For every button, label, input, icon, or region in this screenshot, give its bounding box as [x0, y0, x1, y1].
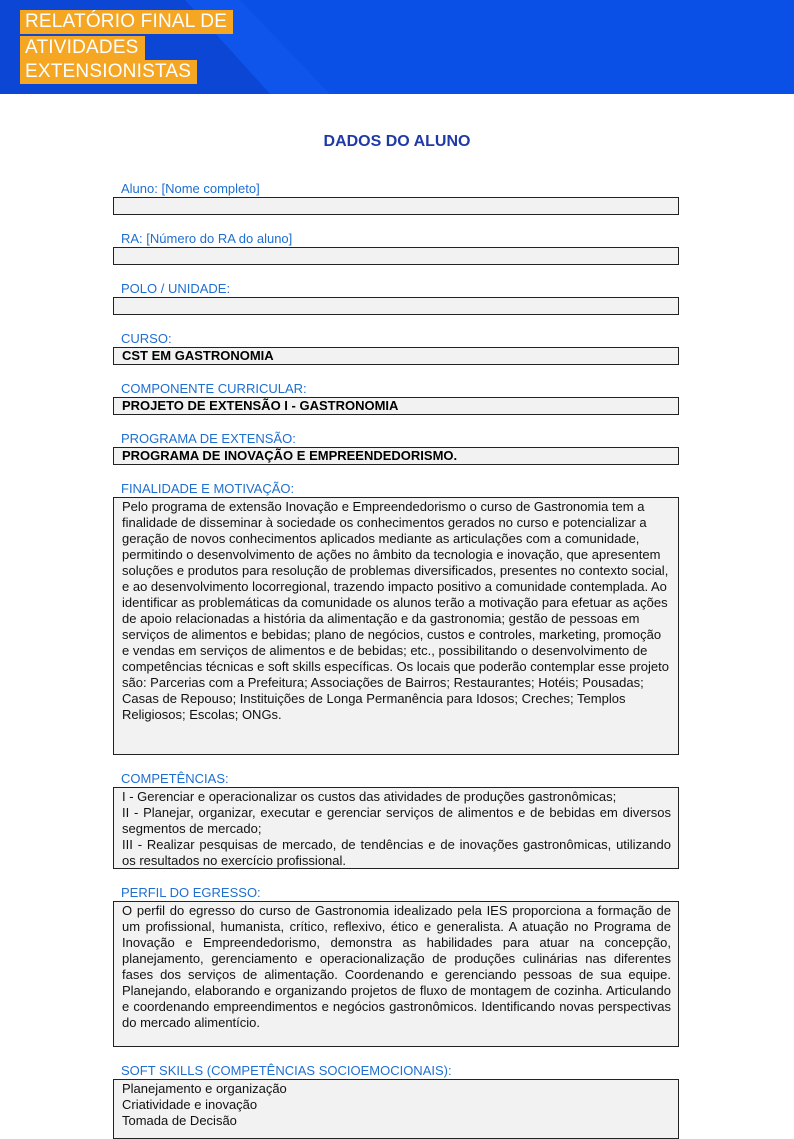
- curso-value: CST EM GASTRONOMIA: [122, 348, 274, 363]
- competencia-item: II - Planejar, organizar, executar e gerenciar serviços de alimentos e de bebidas em diversos segmentos de mercado;: [122, 805, 671, 836]
- soft-skill-item: Criatividade e inovação: [122, 1097, 258, 1112]
- report-title-line-1: RELATÓRIO FINAL DE: [20, 10, 233, 34]
- perfil-text: O perfil do egresso do curso de Gastronomia idealizado pela IES proporciona a formação de um profissional, humanista, crítico, reflexivo, ético e generalista. A atuação no Programa de Inovação e Empreendedorismo, demonstra as habilidades para atuar na concepção, planejamento, gerenciamento e operacionalização de produções culinárias nas diferentes fases dos serviços de alimentação. Coordenando e gerenciando pessoas de sua equipe. Planejando, elaborando e organizando projetos de fluxo de montagem de cozinha. Articulando e coordenando empreendimentos e negócios gastronômicos. Identificando novas perspectivas do mercado alimentício.: [122, 903, 671, 1030]
- section-title: DADOS DO ALUNO: [323, 133, 471, 150]
- programa-label: PROGRAMA DE EXTENSÃO:: [121, 431, 296, 446]
- perfil-field[interactable]: [113, 901, 679, 1047]
- componente-label: COMPONENTE CURRICULAR:: [121, 381, 307, 396]
- curso-label: CURSO:: [121, 331, 172, 346]
- report-title-line-2: ATIVIDADES: [20, 36, 145, 60]
- ra-field[interactable]: [113, 247, 679, 265]
- competencias-field[interactable]: [113, 787, 679, 869]
- polo-field[interactable]: [113, 297, 679, 315]
- perfil-label: PERFIL DO EGRESSO:: [121, 885, 261, 900]
- aluno-field[interactable]: [113, 197, 679, 215]
- soft-skill-item: Planejamento e organização: [122, 1081, 287, 1096]
- finalidade-field[interactable]: [113, 497, 679, 755]
- finalidade-text: Pelo programa de extensão Inovação e Empreendedorismo o curso de Gastronomia tem a finalidade de disseminar à sociedade os conhecimentos gerados no curso e potencializar a geração de novos conhecimentos aplicados mediante as articulações com a comunidade, permitindo o desenvolvimento de ações no âmbito da tecnologia e inovação, que apresentem soluções e produtos para resolução de problemas diversificados, presentes no contexto social, e ao desenvolvimento locorregional, trazendo impacto positivo a comunidade contemplada. Ao identificar as problemáticas da comunidade os alunos terão a motivação para efetuar as ações de apoio relacionadas a história da alimentação e da gastronomia; gestão de pessoas em serviços de alimentos e bebidas; plano de negócios, custos e controles, marketing, promoção e vendas em serviços de alimentos e de bebidas; etc., possibilitando o desenvolvimento de competências técnicas e soft skills específicas. Os locais que poderão contemplar esse projeto são: Parcerias com a Prefeitura; Associações de Bairros; Restaurantes; Hotéis; Pousadas; Casas de Repouso; Instituições de Longa Permanência para Idosos; Creches; Templos Religiosos; Escolas; ONGs.: [122, 499, 669, 722]
- programa-value: PROGRAMA DE INOVAÇÃO E EMPREENDEDORISMO.: [122, 448, 458, 463]
- componente-value: PROJETO DE EXTENSÃO I - GASTRONOMIA: [122, 398, 399, 413]
- soft-skills-label: SOFT SKILLS (COMPETÊNCIAS SOCIOEMOCIONAIS):: [121, 1063, 452, 1078]
- curso-field[interactable]: [113, 347, 679, 365]
- ra-label: RA: [Número do RA do aluno]: [121, 231, 293, 246]
- competencias-label: COMPETÊNCIAS:: [121, 771, 229, 786]
- competencias-list: [114, 788, 678, 871]
- soft-skill-item: Tomada de Decisão: [122, 1113, 237, 1128]
- programa-field[interactable]: [113, 447, 679, 465]
- finalidade-label: FINALIDADE E MOTIVAÇÃO:: [121, 481, 295, 496]
- componente-field[interactable]: [113, 397, 679, 415]
- header-banner: [0, 0, 794, 94]
- aluno-label: Aluno: [Nome completo]: [121, 181, 260, 196]
- soft-skills-field[interactable]: [113, 1079, 679, 1139]
- polo-label: POLO / UNIDADE:: [121, 281, 231, 296]
- competencia-item: III - Realizar pesquisas de mercado, de tendências e de inovações gastronômicas, utilizando os resultados no exercício profissional.: [122, 837, 671, 868]
- soft-skills-list: [114, 1080, 678, 1131]
- competencia-item: I - Gerenciar e operacionalizar os custos das atividades de produções gastronômicas;: [122, 789, 617, 804]
- report-title-line-3: EXTENSIONISTAS: [20, 60, 197, 84]
